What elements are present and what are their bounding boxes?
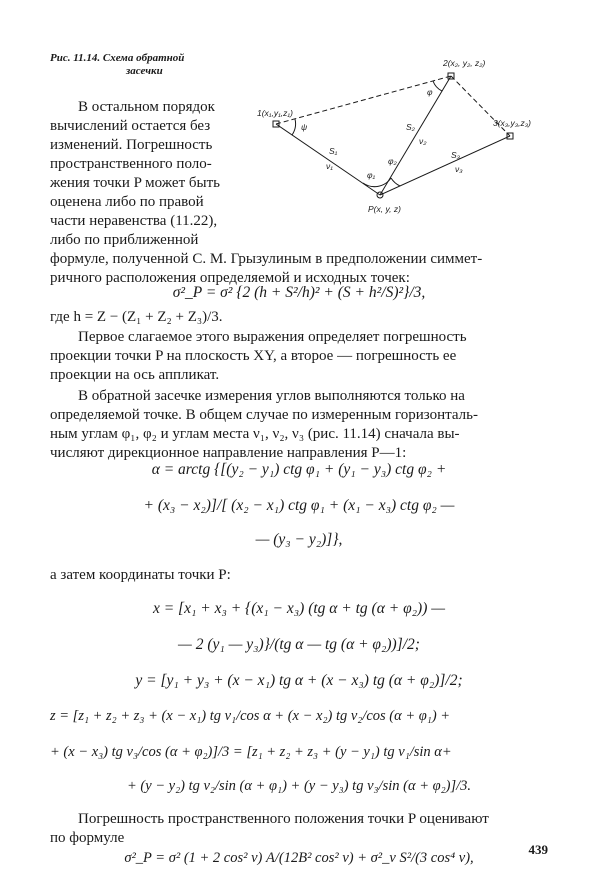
label-point-1: 1(x₁,y₁,z₁) (257, 108, 293, 118)
text-line: Первое слагаемое этого выражения определяет погрешность (78, 329, 467, 345)
text-line: либо по приближенной (50, 232, 199, 248)
angle-arc-phi-top (433, 81, 442, 91)
then-coordinates-line (50, 566, 548, 585)
label-v3: ν₃ (455, 164, 463, 174)
label-S3: S₃ (451, 150, 461, 160)
page-number: 439 (528, 842, 548, 857)
text-line: оценена либо по правой (50, 194, 204, 210)
paragraph-continuation (50, 250, 548, 288)
label-point-P: P(x, y, z) (368, 204, 401, 214)
text-line: проекции на ось аппликат. (50, 367, 220, 383)
text-line: В остальном порядок (78, 99, 215, 115)
text-line: В обратной засечке измерения углов выполняются только на (78, 388, 465, 404)
formula-y: y = [y₁ + y₃ + (x − x₁) tg α + (x − x₃) tg (α + φ₂)]/2; (135, 672, 463, 689)
resection-diagram (255, 50, 555, 220)
formula-alpha-line-1: α = arctg {[(y₂ − y₁) ctg φ₁ + (y₁ − y₃) ctg φ₂ + (151, 461, 447, 478)
label-v1: ν₁ (326, 161, 333, 171)
angle-arc-phi2 (391, 178, 400, 186)
formula-sigma-p-1: σ²_P = σ² {2 (h + S²/h)² + (S + h²/S)²}/3, (172, 284, 426, 301)
angle-arc-psi (292, 119, 296, 135)
paragraph-resection (50, 387, 548, 463)
label-phi-top: φ (427, 87, 433, 97)
wrapped-paragraph (50, 98, 250, 250)
label-psi: ψ (301, 122, 308, 132)
paragraph-estimate (50, 810, 548, 848)
formula-z-line-2: + (x − x₃) tg ν₃/cos (α + φ₂)]/3 = [z₁ + z₂ + z₃ + (y − y₁) tg ν₁/sin α+ (50, 744, 452, 760)
text-line: где h = Z − (Z₁ + Z₂ + Z₃)/3. (50, 309, 223, 325)
text-line: пространственного поло- (50, 156, 212, 172)
label-phi2: φ₂ (388, 156, 397, 166)
formula-x-line-2: — 2 (y₁ — y₃)}/(tg α — tg (α + φ₂))]/2; (178, 636, 420, 653)
text-line: жения точки P может быть (50, 175, 220, 191)
text-line: проекции точки P на плоскость XY, а второе — погрешность ее (50, 348, 457, 364)
figure-caption (50, 52, 260, 78)
label-S1: S₁ (329, 146, 338, 156)
label-S2: S₂ (406, 122, 415, 132)
text-line: вычислений остается без (50, 118, 211, 134)
label-point-2: 2(x₂, y₂, z₂) (443, 58, 486, 68)
formula-x-line-1: x = [x₁ + x₃ + {(x₁ − x₃) (tg α + tg (α + φ₂)) — (152, 600, 446, 617)
formula-sigma-p-2: σ²_P = σ² (1 + 2 cos² ν) A/(12B² cos² ν) + σ²_ν S²/(3 cos⁴ ν), (124, 850, 474, 866)
line-P-2 (380, 76, 451, 195)
label-point-3: 3(x₃,y₃,z₃) (493, 118, 531, 128)
line-1-2 (276, 76, 451, 124)
text-line: Погрешность пространственного положения точки P оценивают (78, 811, 489, 827)
text-line: ным углам φ₁, φ₂ и углам места ν₁, ν₂, ν₃ (рис. 11.14) сначала вы- (50, 426, 460, 442)
text-line: изменений. Погрешность (50, 137, 213, 153)
text-line: части неравенства (11.22), (50, 213, 218, 229)
caption-line-2: засечки (126, 65, 163, 77)
text-line: числяют дирекционное направление направления P—1: (50, 445, 407, 461)
formula-alpha-line-3: — (y₃ − y₂)]}, (255, 531, 343, 548)
text-line: а затем координаты точки P: (50, 567, 231, 583)
paragraph-projection-error (50, 328, 548, 385)
label-phi1: φ₁ (367, 170, 376, 180)
where-definition (50, 308, 548, 327)
text-line: ричного расположения определяемой и исходных точек: (50, 270, 410, 286)
text-line: определяемой точке. В общем случае по измеренным горизонталь- (50, 407, 478, 423)
label-v2: ν₂ (419, 136, 427, 146)
text-line: по формуле (50, 830, 125, 846)
text-line: формуле, полученной С. М. Грызулиным в предположении симмет- (50, 251, 483, 267)
caption-line-1: Рис. 11.14. Схема обратной (50, 52, 185, 64)
formula-z-line-1: z = [z₁ + z₂ + z₃ + (x − x₁) tg ν₁/cos α + (x − x₂) tg ν₂/cos (α + φ₁) + (50, 708, 451, 724)
formula-z-line-3: + (y − y₂) tg ν₂/sin (α + φ₁) + (y − y₃) tg ν₃/sin (α + φ₂)]/3. (126, 778, 472, 794)
formula-alpha-line-2: + (x₃ − x₂)]/[ (x₂ − x₁) ctg φ₁ + (x₁ − x₃) ctg φ₂ — (143, 497, 455, 514)
